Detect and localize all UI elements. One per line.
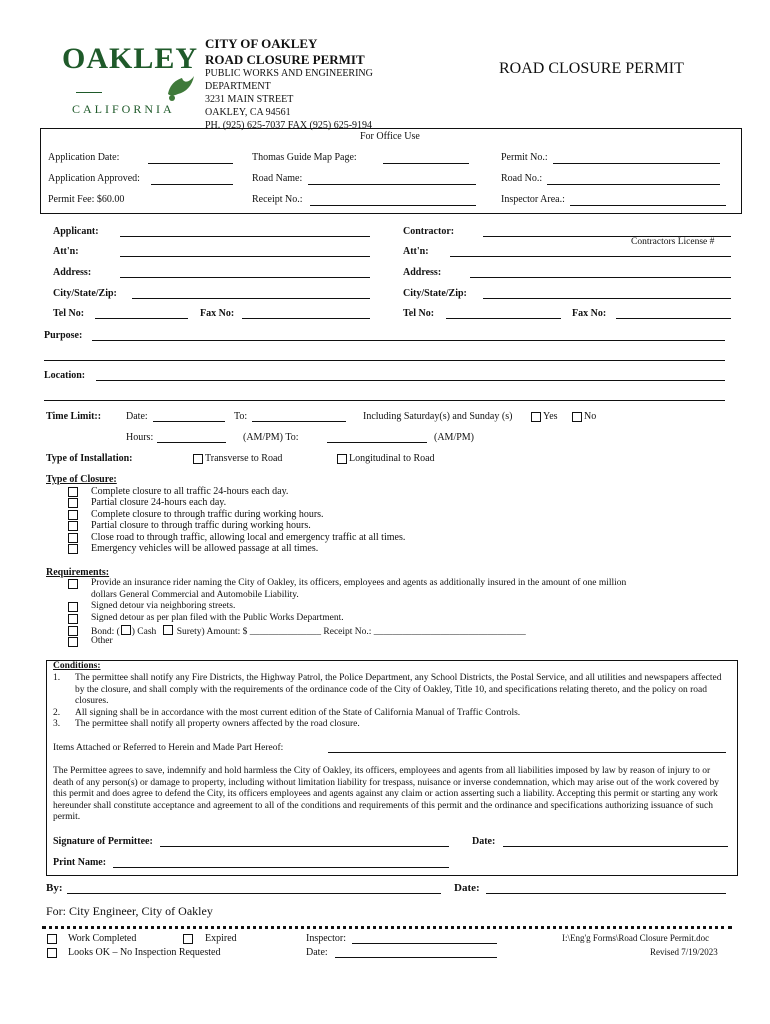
receipt-label: Receipt No.: xyxy=(252,194,303,205)
dotted-separator xyxy=(42,926,732,929)
permit-no-label: Permit No.: xyxy=(501,152,548,163)
time-to-label: To: xyxy=(234,411,248,422)
requirement-1a: Provide an insurance rider naming the City of Oakley, its officers, employees and agents as additionally insured in the amount of one million xyxy=(91,578,627,588)
condition-3: The permittee shall notify all property owners affected by the road closure. xyxy=(75,719,360,729)
including-weekends-label: Including Saturday(s) and Sunday (s) xyxy=(363,411,513,422)
bond-cash-checkbox[interactable] xyxy=(121,625,131,635)
inspector-field[interactable] xyxy=(352,943,497,944)
work-completed-checkbox[interactable] xyxy=(47,934,57,944)
contractor-csz-label: City/State/Zip: xyxy=(403,288,467,299)
closure-checkbox-4[interactable] xyxy=(68,521,78,531)
weekends-yes-checkbox[interactable] xyxy=(531,412,541,422)
right-title: ROAD CLOSURE PERMIT xyxy=(499,60,684,77)
weekends-no-label: No xyxy=(584,411,597,422)
hours-from-field[interactable] xyxy=(157,442,226,443)
looks-ok-label: Looks OK – No Inspection Requested xyxy=(68,947,221,958)
hours-ampm-end: (AM/PM) xyxy=(434,432,475,443)
inspector-area-field[interactable] xyxy=(570,205,726,206)
road-no-label: Road No.: xyxy=(501,173,543,184)
bond-text: Bond: ( xyxy=(91,627,120,637)
condition-1: The permittee shall notify any Fire Districts, the Highway Patrol, the Police Department, any School Districts, the Postal Service, and all utilities and newspapers affected by the closure, and shall comply with the requirements of the ordinance code of the City of Oakley, Title 10, and specifications relating thereto, and the policy on road closures. xyxy=(75,673,722,706)
applicant-label: Applicant: xyxy=(53,226,99,237)
inspector-area-label: Inspector Area.: xyxy=(501,194,565,205)
applicant-fax-label: Fax No: xyxy=(200,308,235,319)
location-field-1[interactable] xyxy=(96,380,725,381)
items-attached-label: Items Attached or Referred to Herein and Made Part Hereof: xyxy=(53,743,284,753)
footer-date-field[interactable] xyxy=(486,893,726,894)
hours-to-field[interactable] xyxy=(327,442,427,443)
weekends-no-checkbox[interactable] xyxy=(572,412,582,422)
transverse-checkbox[interactable] xyxy=(193,454,203,464)
closure-option-2: Partial closure 24-hours each day. xyxy=(91,497,227,508)
road-name-label: Road Name: xyxy=(252,173,303,184)
installation-label: Type of Installation: xyxy=(46,453,133,464)
applicant-csz-field[interactable] xyxy=(132,298,370,299)
condition-1-number: 1. xyxy=(53,673,61,683)
contractor-tel-label: Tel No: xyxy=(403,308,435,319)
purpose-label: Purpose: xyxy=(44,330,83,341)
receipt-field[interactable] xyxy=(310,205,476,206)
requirement-3: Signed detour as per plan filed with the Public Works Department. xyxy=(91,613,344,623)
transverse-label: Transverse to Road xyxy=(205,453,283,464)
signature-label: Signature of Permittee: xyxy=(53,836,153,847)
applicant-address-field[interactable] xyxy=(120,277,370,278)
contractor-fax-label: Fax No: xyxy=(572,308,607,319)
requirements-label: Requirements: xyxy=(46,567,110,578)
bond-cash-text: ) Cash xyxy=(131,627,157,637)
applicant-attn-label: Att'n: xyxy=(53,246,79,257)
contractor-address-field[interactable] xyxy=(470,277,731,278)
contractor-csz-field[interactable] xyxy=(483,298,731,299)
time-to-field[interactable] xyxy=(252,421,346,422)
print-name-field[interactable] xyxy=(113,867,449,868)
bond-surety-checkbox[interactable] xyxy=(163,625,173,635)
location-field-2[interactable] xyxy=(44,400,725,401)
signature-date-field[interactable] xyxy=(503,846,728,847)
applicant-csz-label: City/State/Zip: xyxy=(53,288,117,299)
closure-option-5: Close road to through traffic, allowing local and emergency traffic at all times. xyxy=(91,532,406,543)
contractor-attn-label: Att'n: xyxy=(403,246,429,257)
permit-no-field[interactable] xyxy=(553,163,720,164)
contractor-attn-field[interactable] xyxy=(450,256,731,257)
signature-field[interactable] xyxy=(160,846,449,847)
phone-fax: PH. (925) 625-7037 FAX (925) 625-9194 xyxy=(205,120,373,131)
for-city-engineer: For: City Engineer, City of Oakley xyxy=(46,904,213,918)
longitudinal-label: Longitudinal to Road xyxy=(349,453,435,464)
applicant-address-label: Address: xyxy=(53,267,92,278)
closure-option-4: Partial closure to through traffic during working hours. xyxy=(91,520,311,531)
items-attached-field[interactable] xyxy=(328,752,726,753)
expired-label: Expired xyxy=(205,933,237,944)
work-completed-label: Work Completed xyxy=(68,933,137,944)
closure-checkbox-1[interactable] xyxy=(68,487,78,497)
closure-checkbox-2[interactable] xyxy=(68,498,78,508)
contractor-label: Contractor: xyxy=(403,226,455,237)
applicant-tel-field[interactable] xyxy=(95,318,188,319)
requirement-other: Other xyxy=(91,636,113,646)
applicant-fax-field[interactable] xyxy=(242,318,370,319)
inspector-date-label: Date: xyxy=(306,947,328,958)
hours-label: Hours: xyxy=(126,432,154,443)
requirement-2: Signed detour via neighboring streets. xyxy=(91,601,236,611)
requirement-checkbox-2[interactable] xyxy=(68,602,78,612)
contractor-license-label: Contractors License # xyxy=(631,237,715,247)
expired-checkbox[interactable] xyxy=(183,934,193,944)
closure-option-6: Emergency vehicles will be allowed passage at all times. xyxy=(91,543,319,554)
closure-checkbox-6[interactable] xyxy=(68,544,78,554)
dept-line1: PUBLIC WORKS AND ENGINEERING xyxy=(205,68,373,79)
requirement-checkbox-3[interactable] xyxy=(68,614,78,624)
by-label: By: xyxy=(46,882,63,894)
logo-word: OAKLEY xyxy=(62,42,199,75)
file-path: I:\Eng'g Forms\Road Closure Permit.doc xyxy=(562,933,710,943)
bond-surety-text: Surety) Amount: $ _______________ Receipt No.: ________________________________ xyxy=(176,627,526,637)
application-approved-label: Application Approved: xyxy=(48,173,140,184)
location-label: Location: xyxy=(44,370,86,381)
city-state-zip: OAKLEY, CA 94561 xyxy=(205,107,291,118)
longitudinal-checkbox[interactable] xyxy=(337,454,347,464)
logo-rule xyxy=(76,92,102,93)
permit-title: ROAD CLOSURE PERMIT xyxy=(205,52,365,67)
contractor-address-label: Address: xyxy=(403,267,442,278)
time-date-field[interactable] xyxy=(153,421,225,422)
requirement-checkbox-1[interactable] xyxy=(68,579,78,589)
condition-2-number: 2. xyxy=(53,708,61,718)
application-date-field[interactable] xyxy=(148,163,233,164)
applicant-field[interactable] xyxy=(120,236,370,237)
closure-option-1: Complete closure to all traffic 24-hours each day. xyxy=(91,486,289,497)
time-date-label: Date: xyxy=(126,411,148,422)
street-address: 3231 MAIN STREET xyxy=(205,94,294,105)
thomas-guide-field[interactable] xyxy=(383,163,469,164)
city-title: CITY OF OAKLEY xyxy=(205,36,318,51)
hours-ampm-to: (AM/PM) To: xyxy=(243,432,299,443)
conditions-label: Conditions: xyxy=(53,661,101,671)
requirement-checkbox-other[interactable] xyxy=(68,637,78,647)
footer-date-label: Date: xyxy=(454,882,480,894)
bond-label xyxy=(91,625,526,637)
by-field[interactable] xyxy=(67,893,441,894)
purpose-field-1[interactable] xyxy=(92,340,725,341)
thomas-guide-label: Thomas Guide Map Page: xyxy=(252,152,357,163)
closure-checkbox-5[interactable] xyxy=(68,533,78,543)
time-limit-label: Time Limit:: xyxy=(46,411,102,422)
closure-option-3: Complete closure to through traffic during working hours. xyxy=(91,509,324,520)
application-date-label: Application Date: xyxy=(48,152,120,163)
oak-leaf-icon xyxy=(162,72,200,102)
road-no-field[interactable] xyxy=(547,184,720,185)
inspector-date-field[interactable] xyxy=(335,957,497,958)
applicant-tel-label: Tel No: xyxy=(53,308,85,319)
requirement-1b: dollars General Commercial and Automobile Liability. xyxy=(91,590,299,600)
revised-date: Revised 7/19/2023 xyxy=(650,947,718,957)
application-approved-field[interactable] xyxy=(151,184,233,185)
condition-2: All signing shall be in accordance with the most current edition of the State of California Manual of Traffic Controls. xyxy=(75,708,521,718)
indemnity-agreement: The Permittee agrees to save, indemnify and hold harmless the City of Oakley, its officers, employees and agents from all liabilities imposed by law by reason of injury to or death of any person(s) or damage to property, including without limitation liability for trespass, nuisance or inverse condemnation, which may arise out of the work covered by this permit and does agree to defend the City, its officers employees and agents against any claim or action asserting such a liability. Accepting this permit or starting any work hereunder shall constitute acceptance and agreement to all of the conditions and requirements of this permit and the ordinance and specifications authorizing issuance of such permit. xyxy=(53,766,720,822)
contractor-tel-field[interactable] xyxy=(446,318,561,319)
condition-3-number: 3. xyxy=(53,719,61,729)
weekends-yes-label: Yes xyxy=(543,411,558,422)
signature-date-label: Date: xyxy=(472,836,496,847)
closure-checkbox-3[interactable] xyxy=(68,510,78,520)
logo-sub: CALIFORNIA xyxy=(72,102,175,116)
oakley-logo xyxy=(62,40,199,120)
requirement-checkbox-bond[interactable] xyxy=(68,626,78,636)
contractor-fax-field[interactable] xyxy=(616,318,731,319)
closure-type-label: Type of Closure: xyxy=(46,474,117,485)
inspector-label: Inspector: xyxy=(306,933,346,944)
applicant-attn-field[interactable] xyxy=(120,256,370,257)
looks-ok-checkbox[interactable] xyxy=(47,948,57,958)
dept-line2: DEPARTMENT xyxy=(205,81,271,92)
road-name-field[interactable] xyxy=(308,184,476,185)
print-name-label: Print Name: xyxy=(53,857,107,868)
purpose-field-2[interactable] xyxy=(44,360,725,361)
permit-fee-label: Permit Fee: $60.00 xyxy=(48,194,125,205)
office-use-label: For Office Use xyxy=(360,131,420,142)
